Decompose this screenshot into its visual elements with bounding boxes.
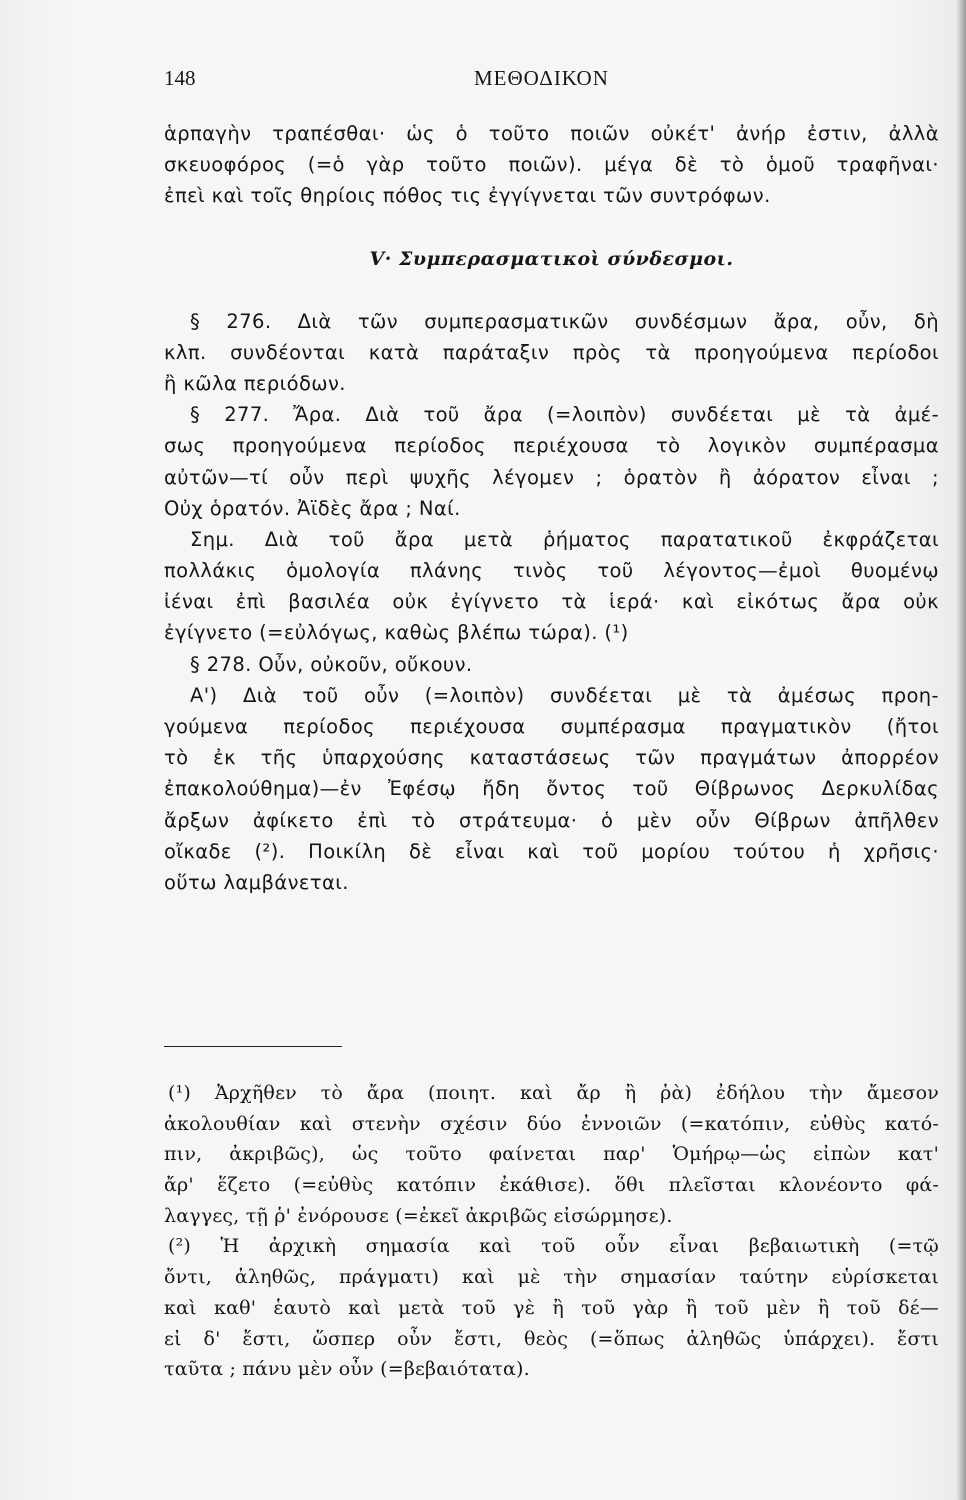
- paragraph-276-line: κλπ. συνδέονται κατὰ παράταξιν πρὸς τὰ προηγούμενα περίοδοι: [164, 340, 939, 364]
- paragraph-277-line: αὐτῶν—τί οὖν περὶ ψυχῆς λέγομεν ; ὁρατὸν ἢ ἀόρατον εἶναι ;: [164, 465, 939, 489]
- footnote-1-line: ἄρ' ἕζετο (=εὐθὺς κατόπιν ἐκάθισε). ὅθι πλεῖσται κλονέοντο φά-: [164, 1174, 939, 1197]
- running-head: ΜΕΘΟΔΙΚΟΝ: [474, 66, 609, 90]
- page-header: [164, 66, 934, 100]
- paragraph-278-line: τὸ ἐκ τῆς ὑπαρχούσης καταστάσεως τῶν πραγμάτων ἀπορρέον: [164, 746, 939, 770]
- footnotes: [164, 1078, 939, 1385]
- page-spine-shadow: [956, 0, 966, 1500]
- note-line: πολλάκις ὁμολογία πλάνης τινὸς τοῦ λέγοντος—ἐμοὶ θυομένῳ: [164, 559, 939, 583]
- paragraph-278-line: Α') Διὰ τοῦ οὖν (=λοιπὸν) συνδέεται μὲ τὰ ἀμέσως προη-: [190, 683, 939, 707]
- footnote-2-line: ταῦτα ; πάνυ μὲν οὖν (=βεβαιότατα).: [164, 1358, 530, 1381]
- paragraph-278-line: γούμενα περίοδος περιέχουσα συμπέρασμα πραγματικὸν (ἤτοι: [164, 715, 939, 738]
- footnote-1-line: (¹) Ἀρχῆθεν τὸ ἄρα (ποιητ. καὶ ἄρ ἢ ῥὰ) ἐδήλου τὴν ἄμεσον: [168, 1082, 939, 1104]
- paragraph-278-line: οἴκαδε (²). Ποικίλη δὲ εἶναι καὶ τοῦ μορίου τούτου ἡ χρῆσις·: [164, 839, 939, 863]
- footnote-separator: [164, 1046, 342, 1047]
- footnote-2-line: (²) Ἡ ἀρχικὴ σημασία καὶ τοῦ οὖν εἶναι βεβαιωτικὴ (=τῷ: [168, 1235, 939, 1258]
- text-line: ἐπεὶ καὶ τοῖς θηρίοις πόθος τις ἐγγίγνεται τῶν συντρόφων.: [164, 184, 771, 208]
- paragraph-277-line: § 277. Ἄρα. Διὰ τοῦ ἄρα (=λοιπὸν) συνδέεται μὲ τὰ ἀμέ-: [190, 403, 939, 427]
- paragraph-278-line: ἐπακολούθημα)—ἐν Ἐφέσῳ ἤδη ὄντος τοῦ Θίβρωνος Δερκυλίδας: [164, 777, 939, 801]
- text-line: ἁρπαγὴν τραπέσθαι· ὡς ὁ τοῦτο ποιῶν οὐκέτ' ἀνήρ ἐστιν, ἀλλὰ: [164, 122, 939, 145]
- footnote-2-line: εἰ δ' ἔστι, ὥσπερ οὖν ἔστι, θεὸς (=ὅπως ἀληθῶς ὑπάρχει). ἔστι: [164, 1327, 939, 1350]
- main-text: [164, 118, 939, 898]
- note-line: ἐγίγνετο (=εὐλόγως, καθὼς βλέπω τώρα). (¹): [164, 621, 629, 645]
- footnote-1-line: ἀκολουθίαν καὶ στενὴν σχέσιν δύο ἐννοιῶν (=κατόπιν, εὐθὺς κατό-: [164, 1112, 939, 1135]
- footnote-2-line: καὶ καθ' ἑαυτὸ καὶ μετὰ τοῦ γὲ ἢ τοῦ γὰρ ἢ τοῦ μὲν ἢ τοῦ δέ—: [164, 1296, 939, 1319]
- page-number: 148: [164, 66, 196, 90]
- footnote-2-line: ὄντι, ἀληθῶς, πράγματι) καὶ μὲ τὴν σημασίαν ταύτην εὑρίσκεται: [164, 1266, 939, 1289]
- paragraph-278-line: ἄρξων ἀφίκετο ἐπὶ τὸ στράτευμα· ὁ μὲν οὖν Θίβρων ἀπῆλθεν: [164, 808, 939, 832]
- text-line: σκευοφόρος (=ὁ γὰρ τοῦτο ποιῶν). μέγα δὲ τὸ ὁμοῦ τραφῆναι·: [164, 153, 939, 177]
- paragraph-278-line: οὕτω λαμβάνεται.: [164, 870, 349, 894]
- paragraph-277-line: σως προηγούμενα περίοδος περιέχουσα τὸ λογικὸν συμπέρασμα: [164, 434, 939, 458]
- paragraph-278-heading: § 278. Οὖν, οὐκοῦν, οὔκουν.: [190, 652, 473, 676]
- section-title: V· Συμπερασματικοὶ σύνδεσμοι.: [369, 247, 734, 270]
- note-line: Σημ. Διὰ τοῦ ἄρα μετὰ ῥήματος παρατατικοῦ ἐκφράζεται: [190, 527, 939, 551]
- footnote-1-line: λαγγες, τῇ ῥ' ἐνόρουσε (=ἐκεῖ ἀκριβῶς εἰσώρμησε).: [164, 1204, 673, 1227]
- paragraph-276-line: § 276. Διὰ τῶν συμπερασματικῶν συνδέσμων ἄρα, οὖν, δὴ: [190, 309, 939, 333]
- paragraph-277-line: Οὐχ ὁρατόν. Ἀϊδὲς ἄρα ; Ναί.: [164, 496, 461, 520]
- paragraph-276-line: ἢ κῶλα περιόδων.: [164, 371, 346, 395]
- footnote-1-line: πιν, ἀκριβῶς), ὡς τοῦτο φαίνεται παρ' Ὁμήρῳ—ὡς εἰπὼν κατ': [164, 1143, 939, 1166]
- note-line: ἰέναι ἐπὶ βασιλέα οὐκ ἐγίγνετο τὰ ἱερά· καὶ εἰκότως ἄρα οὐκ: [164, 590, 939, 614]
